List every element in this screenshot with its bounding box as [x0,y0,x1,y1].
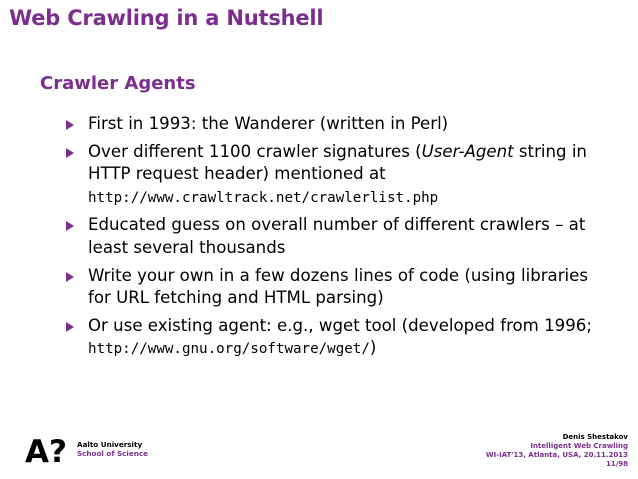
bullet-text: Over different 1100 crawler signatures ( [88,141,422,161]
bullet-item [66,141,606,210]
university-logo [25,433,165,467]
event-info: WI-IAT'13, Atlanta, USA, 20.11.2013 [485,451,628,459]
page-number: 11/98 [605,460,628,468]
bullet-text: Or use existing agent: e.g., wget tool (developed from 1996; [88,315,592,335]
bullet-item [66,315,606,361]
section-title: Crawler Agents [40,73,196,94]
talk-title: Intelligent Web Crawling [530,442,628,450]
bullet-list [66,113,606,366]
author-name: Denis Shestakov [562,433,628,441]
logo-mark-text: A? [25,434,67,467]
footer-info [486,433,628,469]
bullet-text: Write your own in a few dozens lines of code (using libraries for URL fetching and HTML parsing) [88,265,588,308]
bullet-text: string in HTTP request header) mentioned at [88,141,587,184]
bullet-item [66,214,606,259]
bullet-triangle-icon [66,221,74,231]
crawlerlist-url: http://www.crawltrack.net/crawlerlist.php [88,189,439,206]
bullet-item [66,265,606,310]
logo-text [77,440,148,458]
bullet-triangle-icon [66,322,74,332]
slide-title: Web Crawling in a Nutshell [9,6,324,30]
aalto-logo-icon [25,433,75,467]
bullet-text: Educated guess on overall number of different crawlers – at least several thousands [88,215,586,257]
bullet-text: ) [369,338,377,358]
university-name: Aalto University [77,440,143,449]
bullet-triangle-icon [66,272,74,282]
user-agent-term: User-Agent [421,141,514,161]
bullet-text: First in 1993: the Wanderer (written in Perl) [88,114,449,133]
school-name: School of Science [77,449,148,458]
bullet-item [66,113,606,136]
bullet-triangle-icon [66,148,74,158]
wget-url: http://www.gnu.org/software/wget/ [88,341,370,358]
bullet-triangle-icon [66,120,74,130]
